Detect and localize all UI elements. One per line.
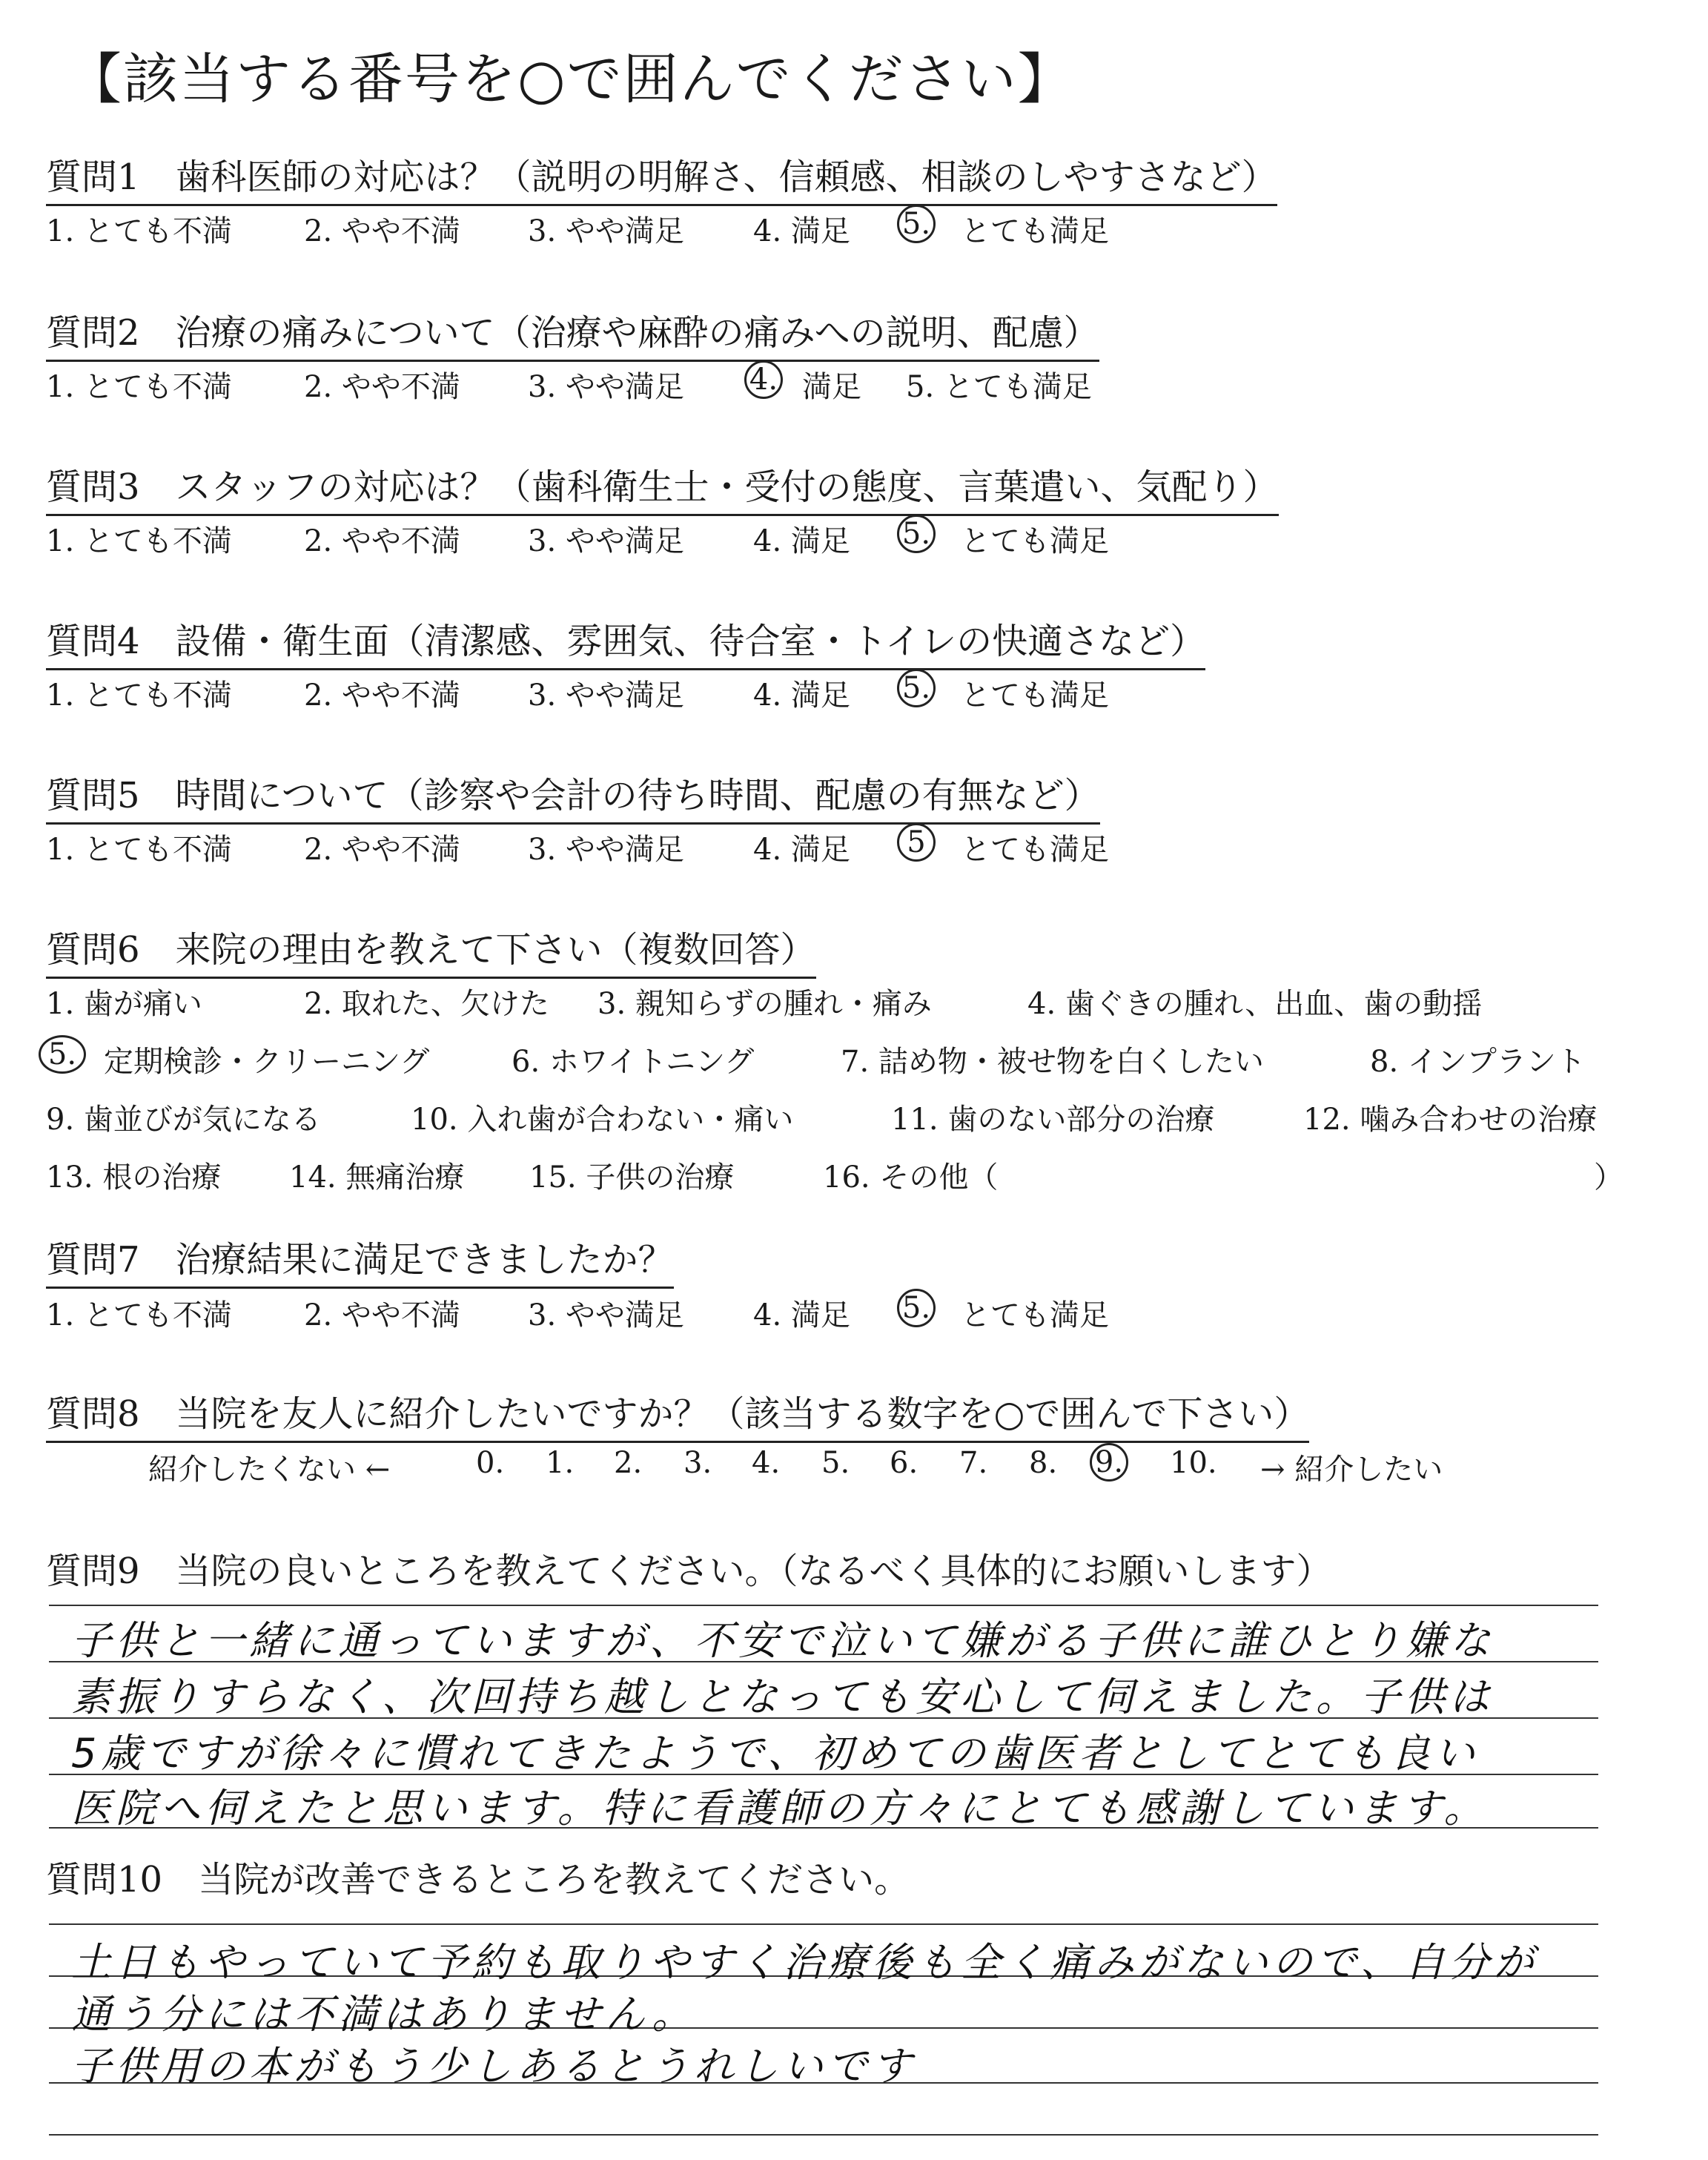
q7-option-5-circled[interactable]: 5.	[897, 1289, 936, 1327]
q6-option-2[interactable]: 2. 取れた、欠けた	[304, 987, 549, 1021]
q2-option-3[interactable]: 3. やや満足	[528, 370, 684, 404]
question-1-label: 質問1 歯科医師の対応は？（説明の明解さ、信頼感、相談のしやすさなど）	[46, 148, 1277, 206]
q2-option-1[interactable]: 1. とても不満	[46, 370, 232, 404]
q6-option-1[interactable]: 1. 歯が痛い	[46, 987, 202, 1021]
q4-option-5-circled[interactable]: 5.	[897, 669, 936, 707]
q8-num-0[interactable]: 0.	[476, 1446, 505, 1480]
q6-option-7[interactable]: 7. 詰め物・被せ物を白くしたい	[841, 1045, 1264, 1079]
q3-option-3[interactable]: 3. やや満足	[528, 524, 684, 558]
question-6-label: 質問6 来院の理由を教えて下さい（複数回答）	[46, 921, 816, 979]
question-10-label: 質問10 当院が改善できるところを教えてください。	[46, 1859, 910, 1900]
q5-option-3[interactable]: 3. やや満足	[528, 833, 684, 867]
q5-option-5-circled[interactable]: 5	[897, 823, 936, 862]
q1-option-1[interactable]: 1. とても不満	[46, 214, 232, 248]
answer-line	[49, 1605, 1598, 1606]
q8-num-4[interactable]: 4.	[752, 1446, 781, 1480]
page-title: 【該当する番号を○で囲んでください】	[67, 47, 1074, 111]
q4-option-3[interactable]: 3. やや満足	[528, 678, 684, 713]
q7-option-4[interactable]: 4. 満足	[753, 1298, 850, 1332]
question-4-label: 質問4 設備・衛生面（清潔感、雰囲気、待合室・トイレの快適さなど）	[46, 612, 1205, 670]
q8-num-5[interactable]: 5.	[821, 1446, 850, 1480]
question-8-label: 質問8 当院を友人に紹介したいですか？（該当する数字を○で囲んで下さい）	[46, 1385, 1309, 1443]
q6-option-5-text: 定期検診・クリーニング	[104, 1045, 430, 1079]
q8-num-8[interactable]: 8.	[1029, 1446, 1058, 1480]
q6-option-9[interactable]: 9. 歯並びが気になる	[46, 1103, 321, 1137]
q8-num-10[interactable]: 10.	[1170, 1446, 1217, 1480]
q2-option-4-text: 満足	[802, 370, 861, 404]
q4-option-2[interactable]: 2. やや不満	[304, 678, 460, 713]
q2-option-2[interactable]: 2. やや不満	[304, 370, 460, 404]
q6-option-6[interactable]: 6. ホワイトニング	[512, 1045, 755, 1079]
q1-option-3[interactable]: 3. やや満足	[528, 214, 684, 248]
q8-num-1[interactable]: 1.	[546, 1446, 575, 1480]
q6-option-12[interactable]: 12. 噛み合わせの治療	[1303, 1103, 1598, 1137]
q6-option-15[interactable]: 15. 子供の治療	[529, 1160, 735, 1195]
q7-option-5-text: とても満足	[961, 1298, 1109, 1332]
q6-option-10[interactable]: 10. 入れ歯が合わない・痛い	[411, 1103, 794, 1137]
q9-answer-line-2: 素振りすらなく、次回持ち越しとなっても安心して伺えました。子供は	[71, 1674, 1494, 1720]
q1-option-5-text: とても満足	[961, 214, 1109, 248]
q9-answer-line-1: 子供と一緒に通っていますが、不安で泣いて嫌がる子供に誰ひとり嫌な	[71, 1617, 1494, 1664]
q3-option-1[interactable]: 1. とても不満	[46, 524, 232, 558]
q4-option-5-text: とても満足	[961, 678, 1109, 713]
q5-option-2[interactable]: 2. やや不満	[304, 833, 460, 867]
q6-option-11[interactable]: 11. 歯のない部分の治療	[891, 1103, 1215, 1137]
question-3-label: 質問3 スタッフの対応は？（歯科衛生士・受付の態度、言葉遣い、気配り）	[46, 458, 1279, 516]
question-5-label: 質問5 時間について（診察や会計の待ち時間、配慮の有無など）	[46, 767, 1100, 825]
q8-scale-left-label: 紹介したくない ←	[148, 1453, 391, 1487]
question-2-label: 質問2 治療の痛みについて（治療や麻酔の痛みへの説明、配慮）	[46, 304, 1099, 362]
q6-option-16-close: ）	[1594, 1160, 1623, 1195]
q10-answer-line-2: 通う分には不満はありません。	[71, 1991, 697, 2038]
q6-option-14[interactable]: 14. 無痛治療	[289, 1160, 465, 1195]
q6-option-8[interactable]: 8. インプラント	[1370, 1045, 1586, 1079]
q8-num-9-circled[interactable]: 9.	[1090, 1443, 1128, 1482]
q3-option-5-circled[interactable]: 5.	[897, 515, 936, 553]
q3-option-5-text: とても満足	[961, 524, 1109, 558]
q2-option-5[interactable]: 5. とても満足	[906, 370, 1092, 404]
q8-num-7[interactable]: 7.	[959, 1446, 988, 1480]
q8-num-2[interactable]: 2.	[614, 1446, 643, 1480]
answer-line	[49, 1923, 1598, 1925]
q2-option-4-circled[interactable]: 4.	[744, 360, 783, 399]
q7-option-2[interactable]: 2. やや不満	[304, 1298, 460, 1332]
q7-option-1[interactable]: 1. とても不満	[46, 1298, 232, 1332]
q1-option-5-circled[interactable]: 5.	[897, 205, 936, 243]
q6-option-16[interactable]: 16. その他（	[823, 1160, 999, 1195]
q10-answer-line-1: 土日もやっていて予約も取りやすく治療後も全く痛みがないので、自分が	[71, 1939, 1538, 1986]
q6-option-13[interactable]: 13. 根の治療	[46, 1160, 222, 1195]
question-9-label: 質問9 当院の良いところを教えてください。（なるべく具体的にお願いします）	[46, 1550, 1332, 1592]
question-7-label: 質問7 治療結果に満足できましたか？	[46, 1231, 674, 1289]
q8-num-6[interactable]: 6.	[890, 1446, 918, 1480]
q5-option-4[interactable]: 4. 満足	[753, 833, 850, 867]
q8-num-3[interactable]: 3.	[683, 1446, 712, 1480]
q6-option-5-circled[interactable]: 5.	[39, 1035, 86, 1074]
q6-option-4[interactable]: 4. 歯ぐきの腫れ、出血、歯の動揺	[1027, 987, 1483, 1021]
q1-option-4[interactable]: 4. 満足	[753, 214, 850, 248]
q3-option-4[interactable]: 4. 満足	[753, 524, 850, 558]
q9-answer-line-3: 5歳ですが徐々に慣れてきたようで、初めての歯医者としてとても良い	[71, 1730, 1480, 1777]
q5-option-1[interactable]: 1. とても不満	[46, 833, 232, 867]
q6-option-3[interactable]: 3. 親知らずの腫れ・痛み	[598, 987, 932, 1021]
q3-option-2[interactable]: 2. やや不満	[304, 524, 460, 558]
answer-line	[49, 2134, 1598, 2136]
q7-option-3[interactable]: 3. やや満足	[528, 1298, 684, 1332]
q5-option-5-text: とても満足	[961, 833, 1109, 867]
q4-option-1[interactable]: 1. とても不満	[46, 678, 232, 713]
q1-option-2[interactable]: 2. やや不満	[304, 214, 460, 248]
q9-answer-line-4: 医院へ伺えたと思います。特に看護師の方々にとても感謝しています。	[71, 1785, 1489, 1832]
q8-scale-right-label: → 紹介したい	[1260, 1453, 1443, 1487]
q10-answer-line-3: 子供用の本がもう少しあるとうれしいです	[71, 2043, 916, 2090]
q4-option-4[interactable]: 4. 満足	[753, 678, 850, 713]
